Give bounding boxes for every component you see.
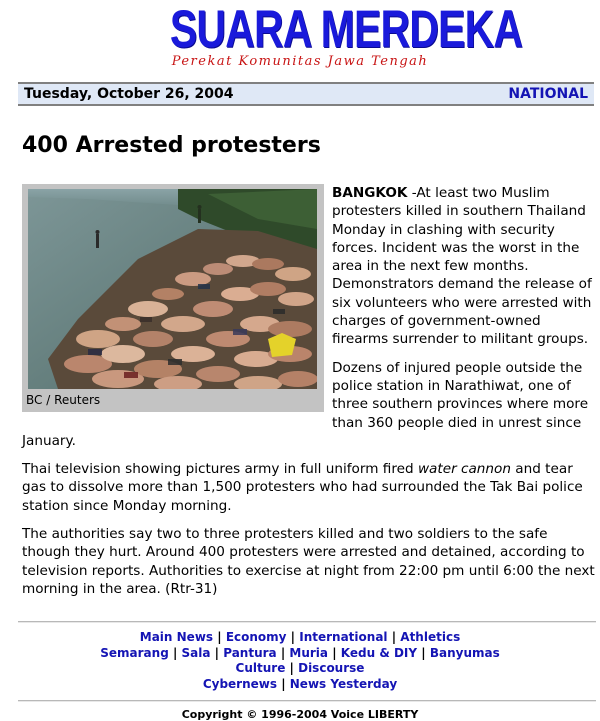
nav-link-kedu-diy[interactable]: Kedu & DIY: [340, 645, 418, 660]
nav-link-international[interactable]: International: [299, 630, 388, 644]
copyright-notice: Copyright © 1996-2004 Voice LIBERTY: [181, 708, 419, 721]
nav-link-muria[interactable]: Muria: [289, 645, 329, 660]
nav-separator: |: [168, 645, 182, 660]
nav-link-pantura[interactable]: Pantura: [223, 645, 277, 660]
section-label: NATIONAL: [508, 86, 588, 102]
nav-separator: |: [213, 630, 226, 644]
paragraph-1-text: -At least two Muslim protesters killed in southern Thailand Monday in clashing with security forces. Incident was the worst in the area in the next few months. Demonstrators demand the release of six volunteers who were arrested with charges of government-owned firearms surrender to militant groups.: [332, 185, 592, 348]
nav-link-news-yesterday[interactable]: News Yesterday: [289, 676, 398, 691]
footer-nav: [0, 630, 600, 692]
nav-separator: |: [286, 630, 300, 644]
article-headline: 400 Arrested protesters: [22, 133, 321, 158]
nav-separator: |: [387, 630, 401, 644]
nav-separator: |: [210, 645, 224, 660]
nav-link-economy[interactable]: Economy: [225, 630, 287, 644]
nav-link-banyumas[interactable]: Banyumas: [429, 645, 500, 660]
nav-row: [0, 646, 600, 662]
footer-divider-bottom: [18, 700, 596, 702]
nav-link-cybernews[interactable]: Cybernews: [202, 676, 278, 691]
article-body: [22, 184, 596, 608]
nav-separator: |: [328, 645, 341, 660]
news-photo: [28, 189, 317, 389]
article-paragraph-2: Dozens of injured people outside the police station in Narathiwat, one of three southern provinces where more than 360 people died in unrest since January.: [22, 359, 589, 449]
nav-separator: |: [417, 645, 430, 660]
site-tagline: Perekat Komunitas Jawa Tengah: [171, 54, 429, 69]
nav-link-semarang[interactable]: Semarang: [100, 645, 169, 660]
article-dateline: BANGKOK: [332, 185, 408, 201]
nav-row: [0, 661, 600, 677]
issue-date: Tuesday, October 26, 2004: [24, 86, 234, 102]
photo-caption: BC / Reuters: [26, 393, 101, 407]
nav-link-culture[interactable]: Culture: [235, 661, 286, 675]
nav-row: [0, 677, 600, 693]
article-paragraph-4: The authorities say two to three protesters killed and two soldiers to the safe though they hurt. Around 400 protesters were arrested and detained, according to television reports. Authorities to exercise at night from 22:00 pm until 6:00 the next morning in the area. (Rtr-31): [22, 526, 595, 597]
nav-link-main-news[interactable]: Main News: [139, 630, 214, 644]
nav-separator: |: [277, 676, 290, 691]
nav-link-athletics[interactable]: Athletics: [400, 630, 461, 644]
nav-separator: |: [285, 661, 299, 675]
date-bar: [18, 82, 594, 106]
paragraph-3-emphasis: water cannon: [417, 461, 511, 478]
photo-frame: [22, 184, 324, 412]
nav-link-sala[interactable]: Sala: [181, 645, 211, 660]
paragraph-3-text-b: and tear gas to dissolve more than 1,500 protesters who had surrounded the Tak Bai police station since Monday morning.: [22, 461, 583, 514]
paragraph-3-text-a: Thai television showing pictures army in full uniform fired: [22, 461, 418, 478]
nav-row: [0, 630, 600, 646]
nav-separator: |: [276, 645, 290, 660]
footer-divider-top: [18, 621, 596, 623]
site-logo[interactable]: SUARA MERDEKA: [169, 0, 523, 59]
article-paragraph-3: [22, 460, 596, 515]
nav-link-discourse[interactable]: Discourse: [298, 661, 365, 675]
